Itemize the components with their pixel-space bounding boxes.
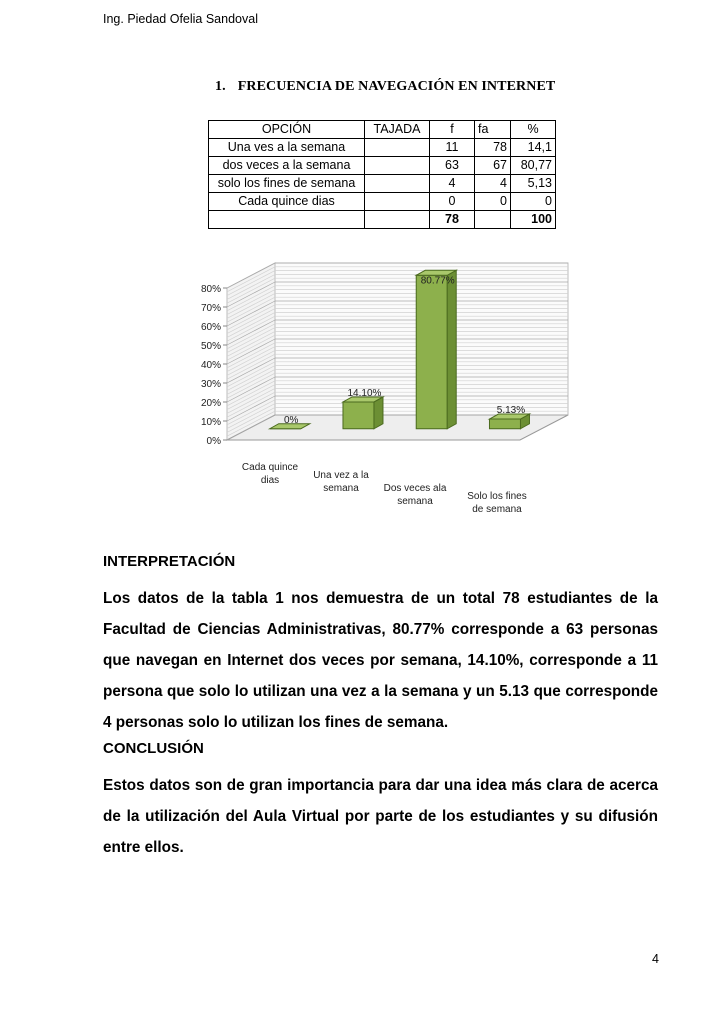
section-number: 1.: [215, 79, 226, 94]
cell-f: 11: [430, 139, 475, 157]
cell-pct: 5,13: [511, 175, 556, 193]
cell-f: 0: [430, 193, 475, 211]
cell-tajada: [365, 211, 430, 229]
table-total-row: [209, 211, 556, 229]
chart-category-label: Una vez a la semana: [313, 470, 369, 494]
cell-tajada: [365, 175, 430, 193]
chart-bar: [416, 275, 447, 428]
chart-category-label: Dos veces ala semana: [383, 483, 447, 507]
header-f: f: [430, 121, 475, 139]
chart-bar: [489, 419, 520, 429]
table-row: [209, 157, 556, 175]
section-title: [215, 79, 555, 95]
chart-data-label: 80.77%: [420, 275, 455, 287]
chart-y-tick-label: 40%: [200, 360, 221, 371]
cell-fa: 78: [475, 139, 511, 157]
interpretation-text: Los datos de la tabla 1 nos demuestra de un total 78 estudiantes de la Facultad de Ciencias Administrativas, 80.77% corresponde a 63 personas que navegan en Internet dos veces por semana, 14.10%, corresponde a 11 persona que solo lo utilizan una vez a la semana y un 5.13 que corresponde 4 personas solo lo utilizan los fines de semana.: [103, 590, 658, 731]
header-fa: fa: [475, 121, 511, 139]
cell-tajada: [365, 193, 430, 211]
cell-fa: 67: [475, 157, 511, 175]
section-title-text: FRECUENCIA DE NAVEGACIÓN EN INTERNET: [237, 79, 556, 94]
chart-data-label: 14.10%: [347, 387, 382, 399]
chart-y-tick-label: 50%: [200, 341, 221, 352]
chart-category-label: Solo los fines de semana: [467, 491, 527, 515]
cell-opcion: Una ves a la semana: [209, 139, 365, 157]
cell-tajada: [365, 157, 430, 175]
chart-data-label: 0%: [283, 414, 299, 426]
cell-fa: 0: [475, 193, 511, 211]
table-row: [209, 175, 556, 193]
page-number: 4: [652, 952, 659, 966]
conclusion-heading: CONCLUSIÓN: [103, 740, 204, 757]
cell-opcion: [209, 211, 365, 229]
chart-y-tick-label: 70%: [200, 303, 221, 314]
table-row: [209, 193, 556, 211]
chart-bar: [343, 402, 374, 429]
table-header-row: [209, 121, 556, 139]
cell-fa: [475, 211, 511, 229]
cell-tajada: [365, 139, 430, 157]
total-f: 78: [430, 211, 475, 229]
chart-y-tick-label: 20%: [200, 398, 221, 409]
cell-opcion: Cada quince dias: [209, 193, 365, 211]
chart-category-label: Cada quince dias: [241, 462, 299, 486]
conclusion-text: Estos datos son de gran importancia para dar una idea más clara de acerca de la utilización del Aula Virtual por parte de los estudiantes y su difusión entre ellos.: [103, 777, 658, 856]
chart-y-tick-label: 80%: [200, 284, 221, 295]
table-row: [209, 139, 556, 157]
frequency-chart: [180, 262, 580, 532]
chart-y-tick-label: 30%: [200, 379, 221, 390]
header-opcion: OPCIÓN: [209, 121, 365, 139]
frequency-table: [208, 120, 556, 229]
cell-opcion: solo los fines de semana: [209, 175, 365, 193]
chart-bar-side: [447, 270, 456, 428]
chart-y-tick-label: 0%: [206, 436, 221, 447]
cell-fa: 4: [475, 175, 511, 193]
cell-opcion: dos veces a la semana: [209, 157, 365, 175]
header-pct: %: [511, 121, 556, 139]
cell-pct: 14,1: [511, 139, 556, 157]
chart-svg: [180, 262, 580, 532]
cell-f: 63: [430, 157, 475, 175]
chart-data-label: 5.13%: [496, 405, 526, 417]
total-pct: 100: [511, 211, 556, 229]
interpretation-heading: INTERPRETACIÓN: [103, 553, 236, 570]
cell-f: 4: [430, 175, 475, 193]
chart-y-tick-label: 10%: [200, 417, 221, 428]
header-author: Ing. Piedad Ofelia Sandoval: [103, 12, 258, 26]
chart-y-tick-label: 60%: [200, 322, 221, 333]
cell-pct: 0: [511, 193, 556, 211]
cell-pct: 80,77: [511, 157, 556, 175]
header-tajada: TAJADA: [365, 121, 430, 139]
